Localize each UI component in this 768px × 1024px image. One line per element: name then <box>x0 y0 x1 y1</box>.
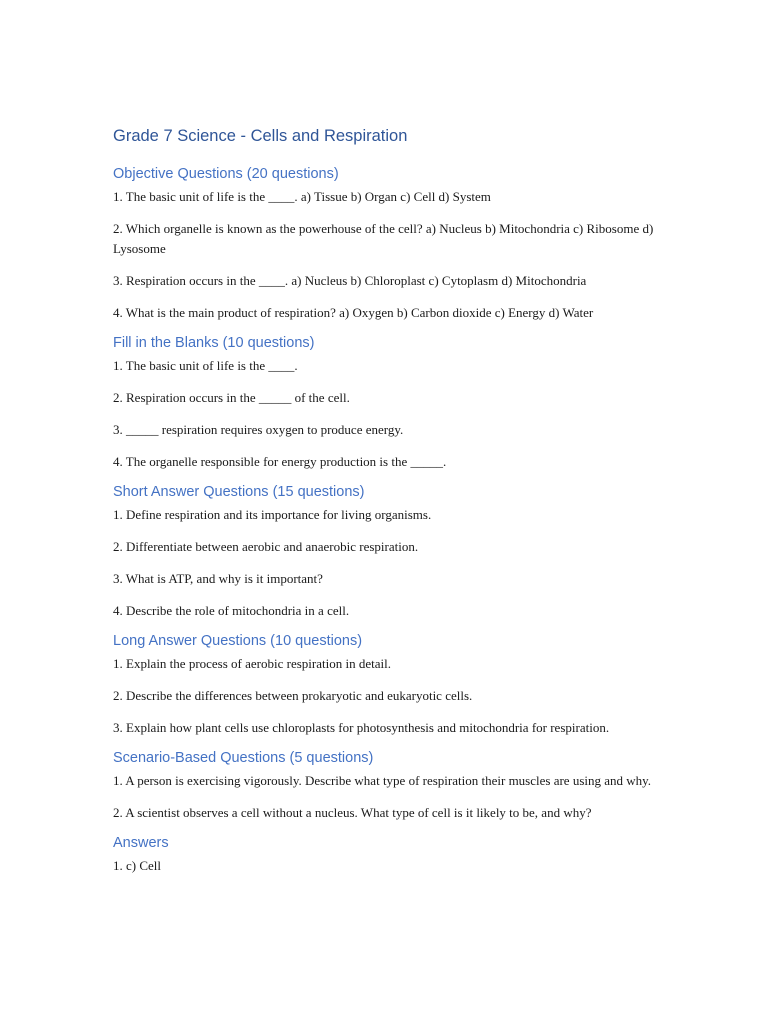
section-long-answer-questions <box>113 631 668 738</box>
question-item: 2. Respiration occurs in the _____ of the cell. <box>113 390 350 405</box>
question-item: 1. The basic unit of life is the ____. <box>113 358 298 373</box>
question-item: 4. What is the main product of respiration? a) Oxygen b) Carbon dioxide c) Energy d) Water <box>113 305 594 320</box>
question-item: 1. Explain the process of aerobic respiration in detail. <box>113 656 391 671</box>
section-heading: Long Answer Questions (10 questions) <box>113 633 363 649</box>
section-short-answer-questions <box>113 482 668 621</box>
answer-item: 1. c) Cell <box>113 858 162 873</box>
section-heading: Short Answer Questions (15 questions) <box>113 484 365 500</box>
question-item: 4. Describe the role of mitochondria in a cell. <box>113 603 350 618</box>
question-item: 2. A scientist observes a cell without a nucleus. What type of cell is it likely to be, and why? <box>113 805 592 820</box>
section-answers <box>113 833 668 876</box>
section-heading: Scenario-Based Questions (5 questions) <box>113 750 374 766</box>
question-item: 2. Differentiate between aerobic and anaerobic respiration. <box>113 539 419 554</box>
document-title: Grade 7 Science - Cells and Respiration <box>113 127 408 145</box>
question-item: 3. _____ respiration requires oxygen to produce energy. <box>113 422 404 437</box>
section-scenario-based-questions <box>113 748 668 823</box>
section-heading: Fill in the Blanks (10 questions) <box>113 335 315 351</box>
section-objective-questions <box>113 164 668 323</box>
question-item: 2. Describe the differences between prokaryotic and eukaryotic cells. <box>113 688 473 703</box>
question-item: 3. Respiration occurs in the ____. a) Nucleus b) Chloroplast c) Cytoplasm d) Mitochondria <box>113 273 587 288</box>
section-heading: Answers <box>113 835 169 851</box>
question-item: 1. Define respiration and its importance for living organisms. <box>113 507 432 522</box>
question-item: 3. Explain how plant cells use chloroplasts for photosynthesis and mitochondria for respiration. <box>113 720 610 735</box>
question-item: 1. The basic unit of life is the ____. a) Tissue b) Organ c) Cell d) System <box>113 189 491 204</box>
section-heading: Objective Questions (20 questions) <box>113 166 339 182</box>
section-fill-in-the-blanks <box>113 333 668 472</box>
question-item: 2. Which organelle is known as the powerhouse of the cell? a) Nucleus b) Mitochondria c) Ribosome d) Lysosome <box>113 221 654 256</box>
question-item: 1. A person is exercising vigorously. Describe what type of respiration their muscles are using and why. <box>113 773 652 788</box>
question-item: 3. What is ATP, and why is it important? <box>113 571 323 586</box>
question-item: 4. The organelle responsible for energy production is the _____. <box>113 454 447 469</box>
